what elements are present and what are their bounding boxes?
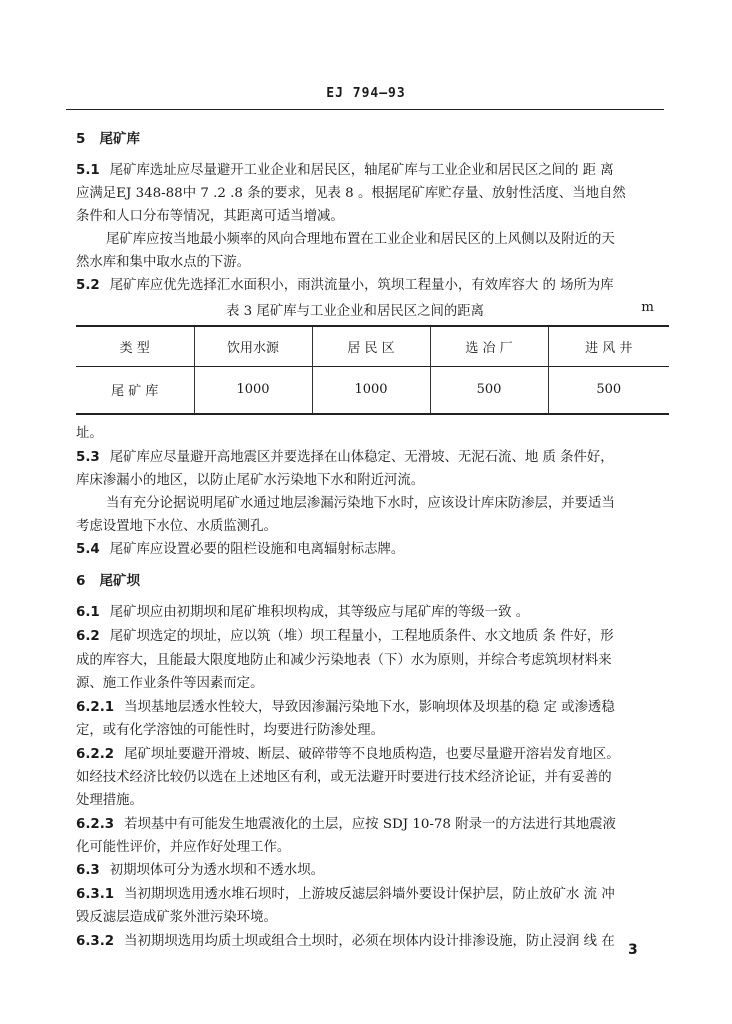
distance-table	[76, 325, 669, 415]
para-6-2-line-1	[76, 625, 668, 649]
para-5-3-line-1	[76, 446, 668, 470]
clause-text: 当坝基地层透水性较大，导致因渗漏污染地下水，影响坝体及坝基的稳 定 或渗透稳	[124, 700, 615, 715]
table-3-caption	[76, 300, 668, 322]
clause-text: 尾矿库应优先选择汇水面积小，雨洪流量小，筑坝工程量小，有效库容大 的 场所为库	[109, 278, 614, 293]
clause-number: 5.2	[76, 278, 100, 293]
clause-number: 6.2.3	[76, 817, 115, 832]
table-cell: 尾 矿 库	[76, 366, 194, 414]
section-6-number: 6	[76, 573, 86, 589]
clause-number: 6.2.2	[76, 747, 115, 762]
para-6-2-line-2: 成的库容大，且能最大限度地防止和减少污染地表（下）水为原则，并综合考虑筑坝材料来	[76, 653, 612, 668]
table-cell: 1000	[312, 366, 430, 414]
para-5-4-line-1	[76, 538, 668, 562]
table-cell: 1000	[194, 366, 312, 414]
para-6-2-2-line-3: 处理措施。	[76, 793, 143, 808]
clause-number: 5.3	[76, 450, 100, 465]
table-row	[76, 366, 669, 414]
para-5-3b-line-1: 当有充分论据说明尾矿水通过地层渗漏污染地下水时，应该设计库床防渗层，并要适当	[106, 496, 615, 511]
clause-text: 当初期坝选用均质土坝或组合土坝时，必须在坝体内设计排渗设施，防止浸润 线 在	[124, 934, 615, 949]
clause-text: 尾矿坝选定的坝址，应以筑（堆）坝工程量小，工程地质条件、水文地质 条 件好，形	[109, 629, 614, 644]
section-6-title: 尾矿坝	[99, 573, 141, 589]
clause-text: 尾矿库应设置必要的阻栏设施和电离辐射标志牌。	[109, 542, 405, 557]
table-caption-text: 表 3 尾矿库与工业企业和居民区之间的距离	[226, 304, 485, 319]
clause-text: 尾矿坝应由初期坝和尾矿堆积坝构成，其等级应与尾矿库的等级一致 。	[109, 605, 530, 620]
clause-number: 6.3	[76, 863, 100, 878]
para-5-2-line-2: 址。	[76, 426, 103, 441]
table-cell: 500	[548, 366, 669, 414]
para-6-2-2-line-1	[76, 743, 668, 767]
clause-number: 5.4	[76, 542, 100, 557]
para-5-1-line-2: 应满足EJ 348-88中 7 .2 .8 条的要求，见表 8 。根据尾矿库贮存量、放射性活度、当地自然	[76, 186, 626, 201]
table-header-cell: 居 民 区	[312, 326, 430, 366]
table-cell: 500	[430, 366, 548, 414]
para-6-2-1-line-1	[76, 696, 668, 720]
para-5-2-line-1	[76, 274, 668, 298]
clause-number: 6.1	[76, 605, 100, 620]
clause-number: 6.3.1	[76, 887, 115, 902]
header-divider	[66, 109, 664, 110]
para-6-3-1-line-1	[76, 883, 668, 907]
para-6-2-1-line-2: 定，或有化学溶蚀的可能性时，均要进行防渗处理。	[76, 723, 384, 738]
para-6-1-line-1	[76, 601, 668, 625]
clause-text: 当初期坝选用透水堆石坝时，上游坡反滤层斜墙外要设计保护层，防止放矿水 流 冲	[124, 887, 615, 902]
table-unit: m	[641, 300, 654, 315]
para-6-2-line-3: 源、施工作业条件等因素而定。	[76, 676, 264, 691]
table-header-cell: 饮用水源	[194, 326, 312, 366]
para-5-1b-line-1: 尾矿库应按当地最小频率的风向合理地布置在工业企业和居民区的上风侧以及附近的天	[106, 232, 615, 247]
para-5-3b-line-2: 考虑设置地下水位、水质监测孔。	[76, 519, 277, 534]
section-5-title: 尾矿库	[99, 131, 141, 147]
para-6-2-2-line-2: 如经技术经济比较仍以选在上述地区有利，或无法避开时要进行技术经济论证，并有妥善的	[76, 770, 612, 785]
para-5-1-line-1	[76, 159, 668, 183]
para-6-3-2-line-1	[76, 930, 668, 954]
para-6-3-line-1	[76, 859, 668, 883]
standard-code-header: EJ 794—93	[326, 86, 406, 101]
page-number: 3	[628, 942, 638, 958]
section-5-heading	[76, 128, 668, 152]
section-6-heading	[76, 570, 668, 594]
clause-number: 6.3.2	[76, 934, 115, 949]
table-header-row	[76, 326, 669, 366]
table-header-cell: 进 风 井	[548, 326, 669, 366]
clause-text: 若坝基中有可能发生地震液化的土层，应按 SDJ 10-78 附录一的方法进行其地震液	[124, 817, 616, 832]
para-6-3-1-line-2: 毁反滤层造成矿浆外泄污染环境。	[76, 910, 277, 925]
para-6-2-3-line-2: 化可能性评价，并应作好处理工作。	[76, 840, 291, 855]
table-header-cell: 类 型	[76, 326, 194, 366]
clause-number: 5.1	[76, 163, 100, 178]
para-5-1b-line-2: 然水库和集中取水点的下游。	[76, 255, 251, 270]
clause-text: 尾矿坝址要避开滑坡、断层、破碎带等不良地质构造，也要尽量避开溶岩发育地区。	[124, 747, 620, 762]
para-5-3-line-2: 库床渗漏小的地区，以防止尾矿水污染地下水和附近河流。	[76, 473, 425, 488]
table-header-cell: 选 冶 厂	[430, 326, 548, 366]
section-5-number: 5	[76, 131, 86, 147]
para-5-1-line-3: 条件和人口分布等情况，其距离可适当增减。	[76, 209, 344, 224]
clause-number: 6.2	[76, 629, 100, 644]
clause-number: 6.2.1	[76, 700, 115, 715]
clause-text: 初期坝体可分为透水坝和不透水坝。	[109, 863, 324, 878]
para-6-2-3-line-1	[76, 813, 668, 837]
clause-text: 尾矿库选址应尽量避开工业企业和居民区，轴尾矿库与工业企业和居民区之间的 距 离	[109, 163, 614, 178]
clause-text: 尾矿库应尽量避开高地震区并要选择在山体稳定、无滑坡、无泥石流、地 质 条件好，	[109, 450, 614, 465]
